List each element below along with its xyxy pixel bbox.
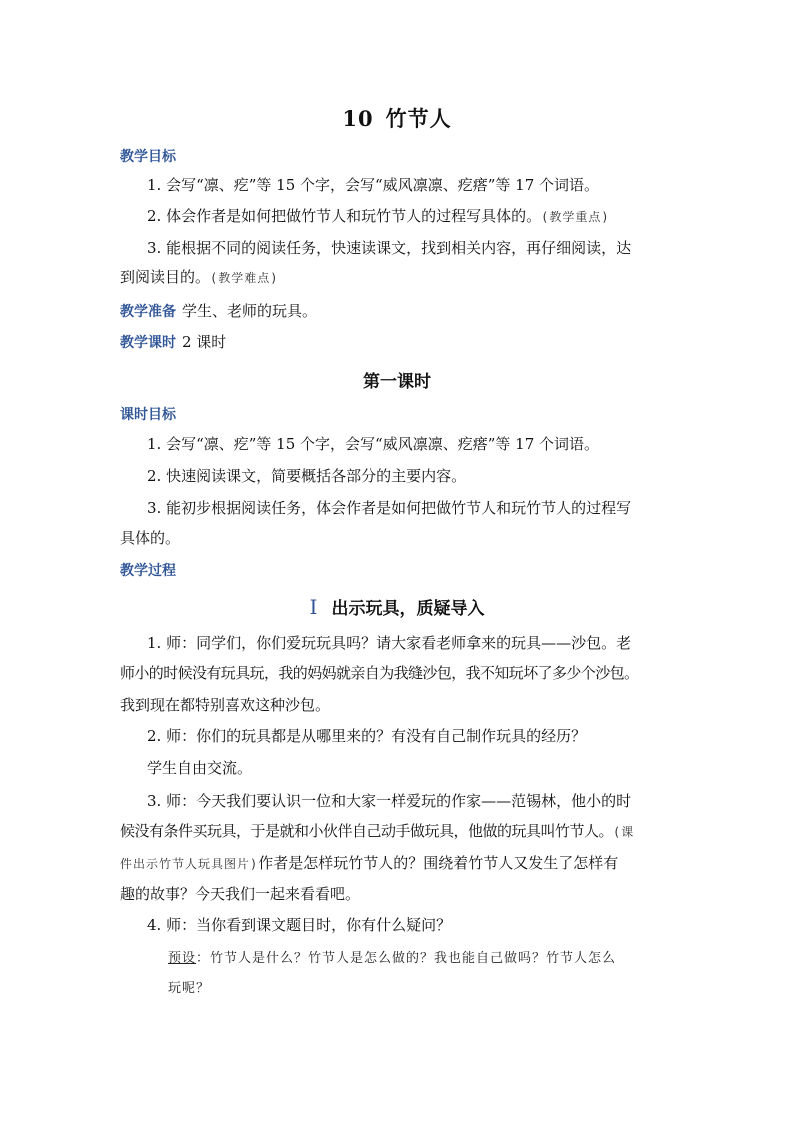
goal-3-text: 到阅读目的。 [120,268,211,286]
section-1-title: 出示玩具，质疑导入 [331,599,485,619]
para-3-note-b: (课 [613,825,635,839]
preset-text-a: ：竹节人是什么？竹节人是怎么做的？我也能自己做吗？竹节人怎么 [196,951,617,966]
goal-2 [147,206,687,227]
section-1-heading [0,594,794,619]
goal-3-line-a: 3. 能根据不同的阅读任务，快速读课文，找到相关内容，再仔细阅读，达 [147,239,632,257]
title-number: 10 [342,106,374,131]
para-4: 4. 师：当你看到课文题目时，你有什么疑问？ [147,916,452,934]
lesson-goal-1: 1. 会写“凛、疙”等 15 个字，会写“威风凛凛、疙瘩”等 17 个词语。 [147,435,600,453]
para-2: 2. 师：你们的玩具都是从哪里来的？有没有自己制作玩具的经历？ [147,727,587,745]
lesson-1-title: 第一课时 [363,372,431,392]
title-text: 竹节人 [385,106,452,131]
lesson-goal-3-line-a: 3. 能初步根据阅读任务，体会作者是如何把做竹节人和玩竹节人的过程写 [147,499,632,517]
prep-heading: 教学准备 [120,304,176,320]
para-3-line-a: 3. 师：今天我们要认识一位和大家一样爱玩的作家——范锡林，他小的时 [147,792,632,810]
process-heading: 教学过程 [120,563,176,579]
lesson-goal-2: 2. 快速阅读课文，简要概括各部分的主要内容。 [147,467,467,485]
para-3-line-c [120,853,660,874]
hours-heading: 教学课时 [120,335,176,351]
para-3-line-b [120,821,660,842]
para-1-line-a: 1. 师：同学们，你们爱玩玩具吗？请大家看老师拿来的玩具——沙包。老 [147,634,632,652]
prep-row [120,300,317,321]
hours-row [120,331,226,352]
hours-text: 2 课时 [182,333,227,351]
preset-line-a [168,947,688,966]
para-3-line-d: 趣的故事？今天我们一起来看看吧。 [120,885,361,903]
goal-2-text: 2. 体会作者是如何把做竹节人和玩竹节人的过程写具体的。 [147,207,542,225]
preset-line-b: 玩呢？ [168,981,211,996]
section-1-numeral: Ⅰ [309,595,318,619]
lesson-goal-3-line-b: 具体的。 [120,529,181,547]
page-title [0,103,794,133]
para-1-line-b: 师小的时候没有玩具玩，我的妈妈就亲自为我缝沙包，我不知玩坏了多少个沙包。 [120,664,639,682]
goal-1: 1. 会写“凛、疙”等 15 个字，会写“威风凛凛、疙瘩”等 17 个词语。 [147,176,600,194]
para-3-note-c: 件出示竹节人玩具图片) [120,857,259,871]
para-1-line-c: 我到现在都特别喜欢这种沙包。 [120,696,331,714]
goal-2-note: (教学重点) [541,210,610,224]
para-2-b: 学生自由交流。 [147,759,253,777]
preset-label: 预设 [168,951,197,966]
para-3-text-b: 候没有条件买玩具，于是就和小伙伴自己动手做玩具，他做的玩具叫竹节人。 [120,822,614,840]
goal-3-note: (教学难点) [210,271,279,285]
goal-3-line-b [120,267,660,288]
lesson-goals-heading: 课时目标 [120,407,176,423]
goals-heading: 教学目标 [120,149,176,165]
para-3-text-c: 作者是怎样玩竹节人的？围绕着竹节人又发生了怎样有 [258,854,619,872]
prep-text: 学生、老师的玩具。 [182,302,318,320]
